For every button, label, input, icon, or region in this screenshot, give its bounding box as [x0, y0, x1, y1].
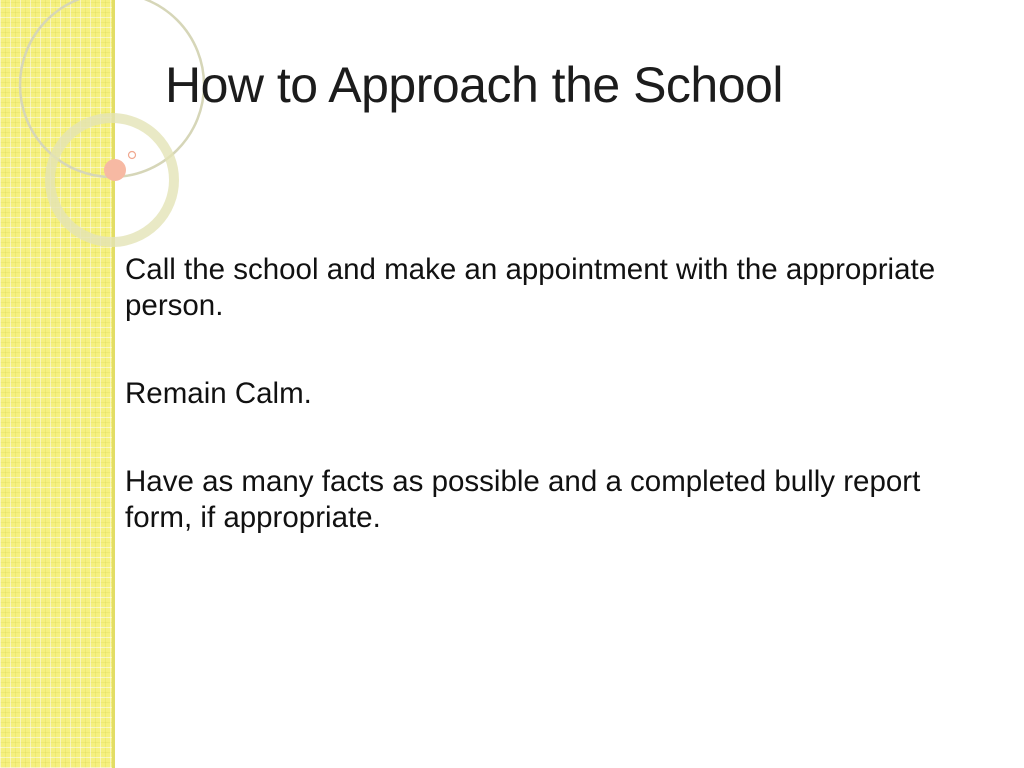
- bullet-item: Call the school and make an appointment with the appropriate person.: [125, 253, 936, 322]
- bullet-list: [125, 252, 985, 586]
- small-ring: [129, 152, 136, 159]
- bullet-item: Have as many facts as possible and a completed bully report form, if appropriate.: [125, 465, 921, 534]
- side-band-edge: [112, 0, 115, 768]
- side-band: [0, 0, 112, 768]
- slide-title: How to Approach the School: [165, 57, 783, 113]
- bullet-item: Remain Calm.: [125, 377, 312, 410]
